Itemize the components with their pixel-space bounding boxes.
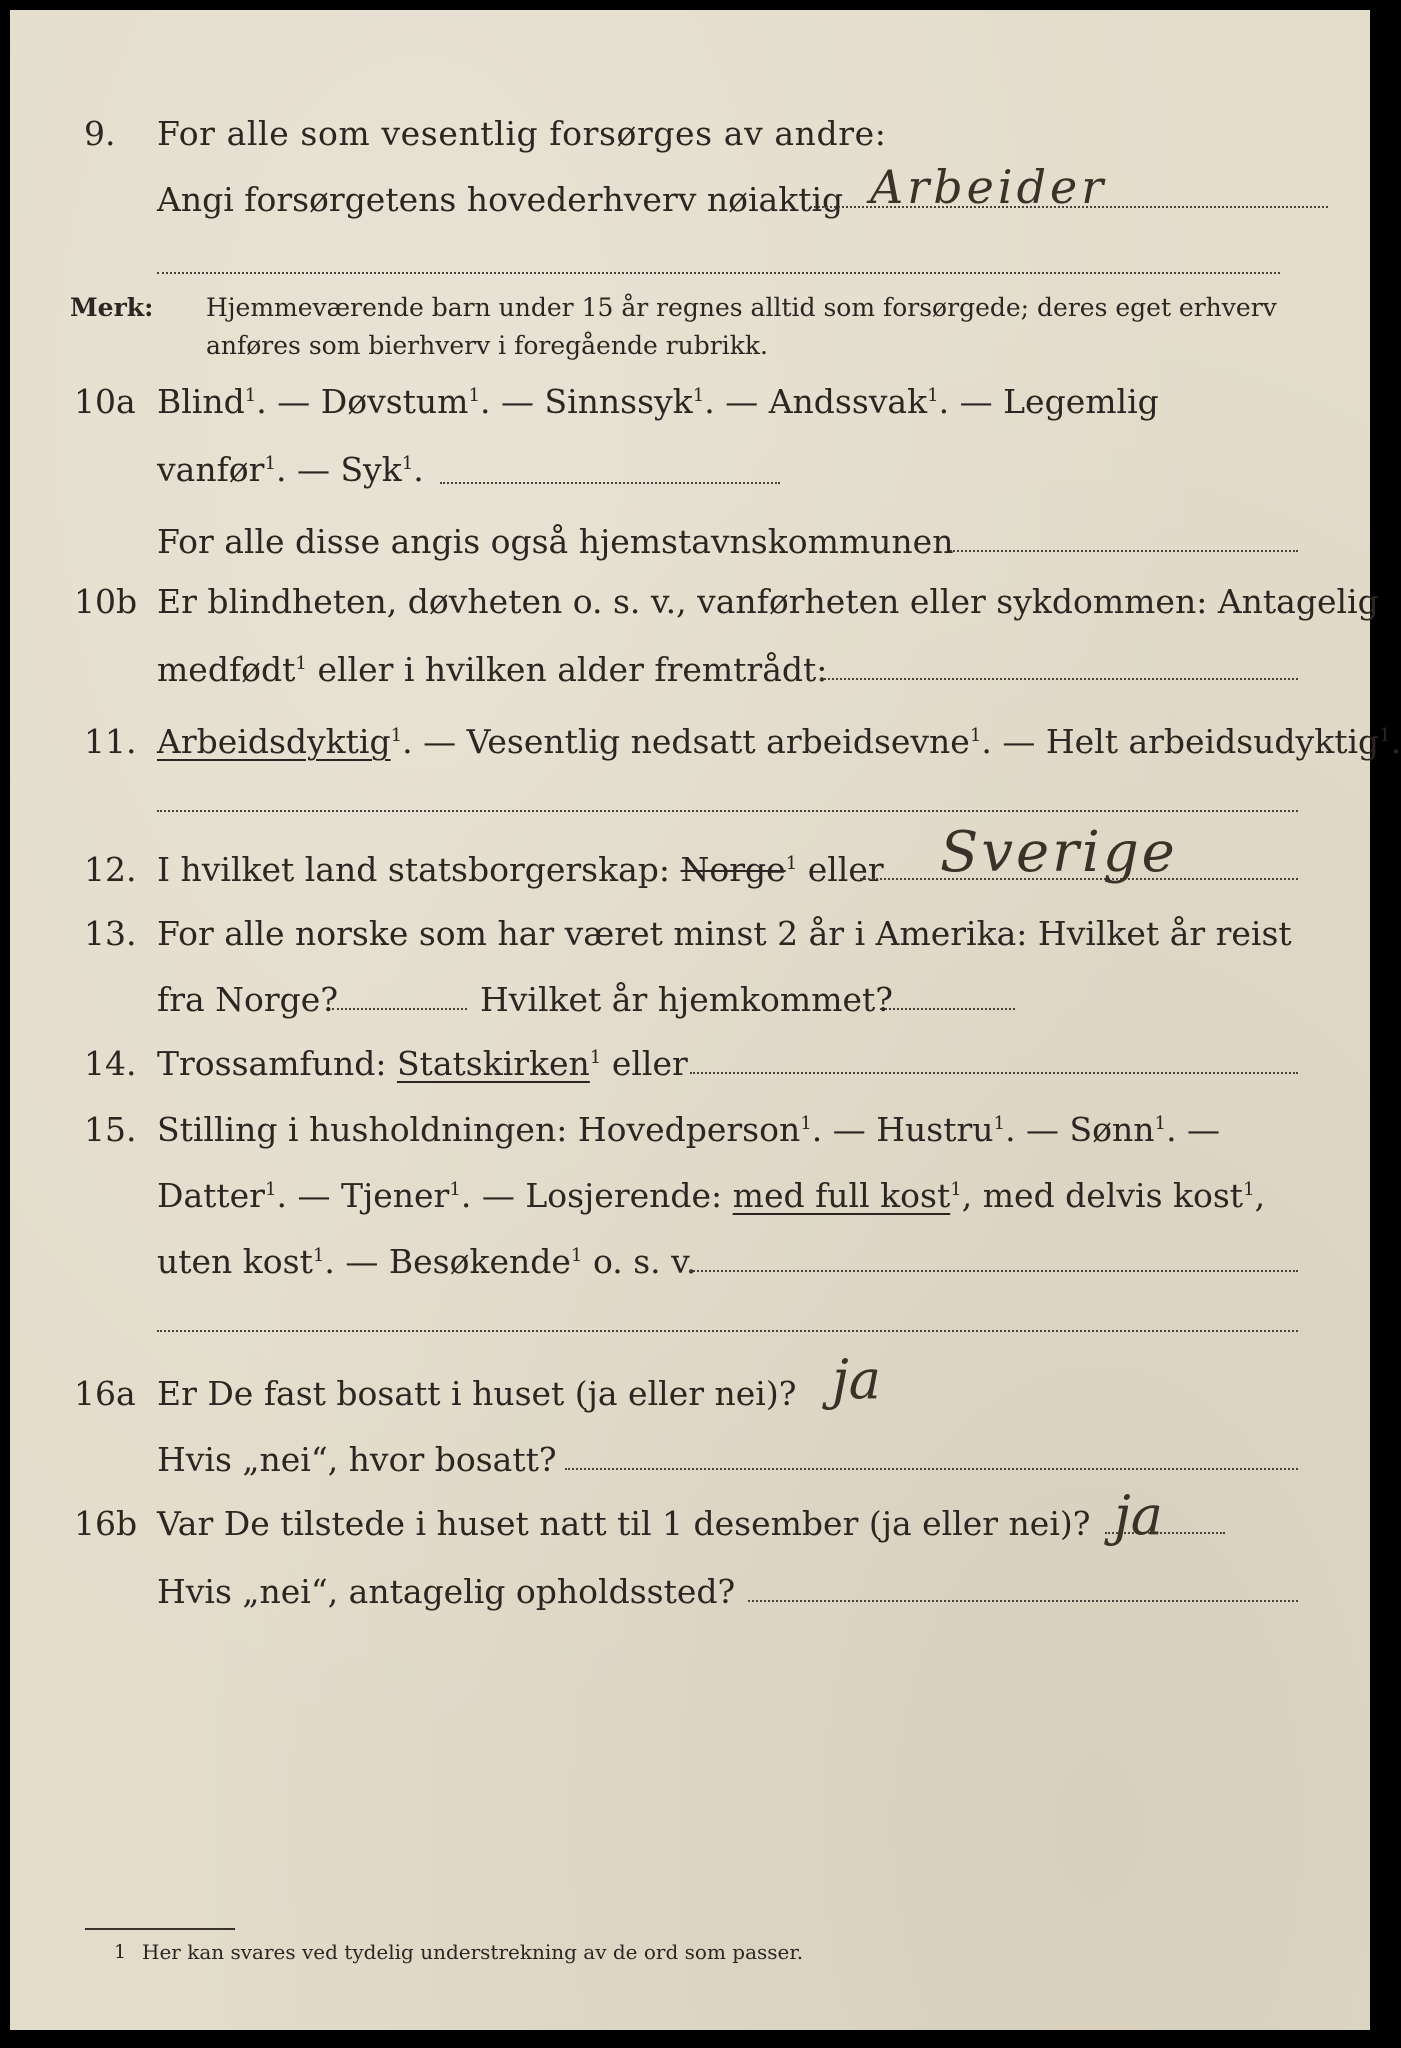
footnote-mark: 1 bbox=[785, 853, 798, 874]
q13-line2b: Hvilket år hjemkommet? bbox=[480, 980, 893, 1019]
footnote-rule bbox=[85, 1928, 235, 1930]
q12-line bbox=[157, 850, 884, 890]
q15-extra-line bbox=[157, 1330, 1298, 1332]
q10a-line1 bbox=[157, 382, 1159, 422]
q10b-answer-line bbox=[820, 678, 1298, 680]
footnote-mark: 1 bbox=[264, 1179, 277, 1200]
q12-norge-struck: Norge bbox=[680, 850, 786, 889]
q15-tjener: . — Tjener bbox=[276, 1176, 450, 1215]
q9-number: 9. bbox=[84, 114, 116, 153]
merk-line1: Hjemmeværende barn under 15 år regnes alltid som forsørgede; deres eget erhverv bbox=[206, 293, 1277, 322]
q11-arbeidsdyktig-underlined: Arbeidsdyktig bbox=[157, 722, 391, 761]
q15-line2 bbox=[157, 1176, 1265, 1216]
q10b-medfodt: medfødt bbox=[157, 650, 296, 689]
merk-label: Merk: bbox=[70, 293, 154, 322]
q15-dash: . — bbox=[1166, 1110, 1221, 1149]
q11-nedsatt: . — Vesentlig nedsatt arbeidsevne bbox=[402, 722, 970, 761]
q15-besokende: . — Besøkende bbox=[324, 1242, 571, 1281]
q16b-line2: Hvis „nei“, antagelig opholdssted? bbox=[157, 1572, 736, 1611]
q15-answer-line bbox=[690, 1270, 1298, 1272]
footnote-mark: 1 bbox=[589, 1047, 602, 1068]
q15-uten-kost: uten kost bbox=[157, 1242, 313, 1281]
q10a-vanfor: vanfør bbox=[157, 450, 265, 489]
q13-line2a: fra Norge? bbox=[157, 980, 339, 1019]
q13-reist-line bbox=[332, 1008, 467, 1010]
q11-extra-line bbox=[157, 810, 1298, 812]
q13-hjemkommet-line bbox=[880, 1008, 1015, 1010]
q14-line bbox=[157, 1044, 688, 1084]
q15-hustru: . — Hustru bbox=[811, 1110, 994, 1149]
q15-line3 bbox=[157, 1242, 696, 1282]
census-form-page bbox=[10, 10, 1401, 2030]
q9-line1: For alle som vesentlig forsørges av andre: bbox=[157, 114, 887, 153]
q10a-number: 10a bbox=[74, 382, 136, 421]
footnote-mark: 1 bbox=[692, 385, 705, 406]
q15-number: 15. bbox=[84, 1110, 137, 1149]
q11-number: 11. bbox=[84, 722, 137, 761]
q16b-line1: Var De tilstede i huset natt til 1 desember (ja eller nei)? bbox=[157, 1504, 1091, 1543]
q16a-answer-handwriting: ja bbox=[832, 1348, 881, 1411]
q12-question: I hvilket land statsborgerskap: bbox=[157, 850, 671, 889]
merk-line2: anføres som bierhverv i foregående rubrikk. bbox=[206, 331, 768, 360]
q15-line1 bbox=[157, 1110, 1220, 1150]
q10b-alder: eller i hvilken alder fremtrådt: bbox=[306, 650, 828, 689]
q16a-line2: Hvis „nei“, hvor bosatt? bbox=[157, 1440, 557, 1479]
q11-udyktig: . — Helt arbeidsudyktig bbox=[981, 722, 1380, 761]
q10a-syk: . — Syk bbox=[275, 450, 402, 489]
footnote-mark: 1 bbox=[570, 1245, 583, 1266]
q15-hovedperson: Stilling i husholdningen: Hovedperson bbox=[157, 1110, 801, 1149]
footnote-mark: 1 bbox=[993, 1113, 1006, 1134]
q15-osv: o. s. v. bbox=[582, 1242, 697, 1281]
q16b-number: 16b bbox=[74, 1504, 138, 1543]
q14-eller: eller bbox=[601, 1044, 688, 1083]
q9-answer-handwriting: Arbeider bbox=[870, 160, 1108, 214]
q10a-legemlig: . — Legemlig bbox=[938, 382, 1159, 421]
q10a-line3: For alle disse angis også hjemstavnskommunen bbox=[157, 522, 954, 561]
q15-losjerende: . — Losjerende: bbox=[460, 1176, 723, 1215]
footnote-mark-label: 1 bbox=[114, 1941, 127, 1963]
footnote-mark: 1 bbox=[244, 385, 257, 406]
q15-full-kost-underlined: med full kost bbox=[732, 1176, 951, 1215]
footnote-mark: 1 bbox=[312, 1245, 325, 1266]
q12-answer-handwriting: Sverige bbox=[940, 820, 1178, 885]
q10a-kommune-line bbox=[950, 550, 1298, 552]
q16b-opholdssted-line bbox=[748, 1600, 1298, 1602]
footnote-mark: 1 bbox=[1154, 1113, 1167, 1134]
q16a-line1: Er De fast bosatt i huset (ja eller nei)? bbox=[157, 1374, 797, 1413]
q16a-bosatt-line bbox=[565, 1468, 1298, 1470]
q11-period: . bbox=[1390, 722, 1401, 761]
q15-datter: Datter bbox=[157, 1176, 265, 1215]
q13-line1: For alle norske som har været minst 2 år i Amerika: Hvilket år reist bbox=[157, 914, 1292, 953]
footnote-mark: 1 bbox=[264, 453, 276, 474]
footnote-mark: 1 bbox=[468, 385, 481, 406]
q10a-blind: Blind bbox=[157, 382, 245, 421]
q10b-line2 bbox=[157, 650, 827, 690]
q10a-dovstum: . — Døvstum bbox=[256, 382, 469, 421]
footnote-mark: 1 bbox=[401, 453, 414, 474]
q12-number: 12. bbox=[84, 850, 137, 889]
q10a-sinnssyk: . — Sinnssyk bbox=[480, 382, 693, 421]
q14-label: Trossamfund: bbox=[157, 1044, 387, 1083]
footnote-mark: 1 bbox=[1379, 725, 1391, 746]
footnote-mark: 1 bbox=[969, 725, 982, 746]
q15-sonn: . — Sønn bbox=[1005, 1110, 1155, 1149]
q16a-number: 16a bbox=[74, 1374, 136, 1413]
q10a-period: . bbox=[413, 450, 424, 489]
q9-line2: Angi forsørgetens hovederhverv nøiaktig bbox=[157, 180, 844, 219]
q16b-answer-handwriting: ja bbox=[1114, 1484, 1163, 1547]
footnote-mark: 1 bbox=[927, 385, 939, 406]
footnote-mark: 1 bbox=[950, 1179, 962, 1200]
q11-line bbox=[157, 722, 1401, 762]
q10b-number: 10b bbox=[74, 582, 138, 621]
footnote-mark: 1 bbox=[800, 1113, 812, 1134]
q10a-line2 bbox=[157, 450, 424, 490]
footnote-mark: 1 bbox=[295, 653, 307, 674]
q14-statskirken-underlined: Statskirken bbox=[396, 1044, 590, 1083]
q14-answer-line bbox=[690, 1072, 1298, 1074]
footnote-mark: 1 bbox=[390, 725, 403, 746]
footnote-mark: 1 bbox=[1243, 1179, 1255, 1200]
q15-comma: , bbox=[1254, 1176, 1266, 1215]
q13-number: 13. bbox=[84, 914, 137, 953]
q12-eller: eller bbox=[797, 850, 884, 889]
q10a-andssvak: . — Andssvak bbox=[704, 382, 928, 421]
q9-extra-line bbox=[157, 272, 1280, 274]
q14-number: 14. bbox=[84, 1044, 137, 1083]
q15-delvis-kost: , med delvis kost bbox=[961, 1176, 1244, 1215]
q10b-line1: Er blindheten, døvheten o. s. v., vanførheten eller sykdommen: Antagelig bbox=[157, 582, 1379, 621]
footnote-text: Her kan svares ved tydelig understrekning av de ord som passer. bbox=[142, 1940, 804, 1964]
q10a-syk-line bbox=[440, 482, 780, 484]
footnote-mark: 1 bbox=[449, 1179, 461, 1200]
